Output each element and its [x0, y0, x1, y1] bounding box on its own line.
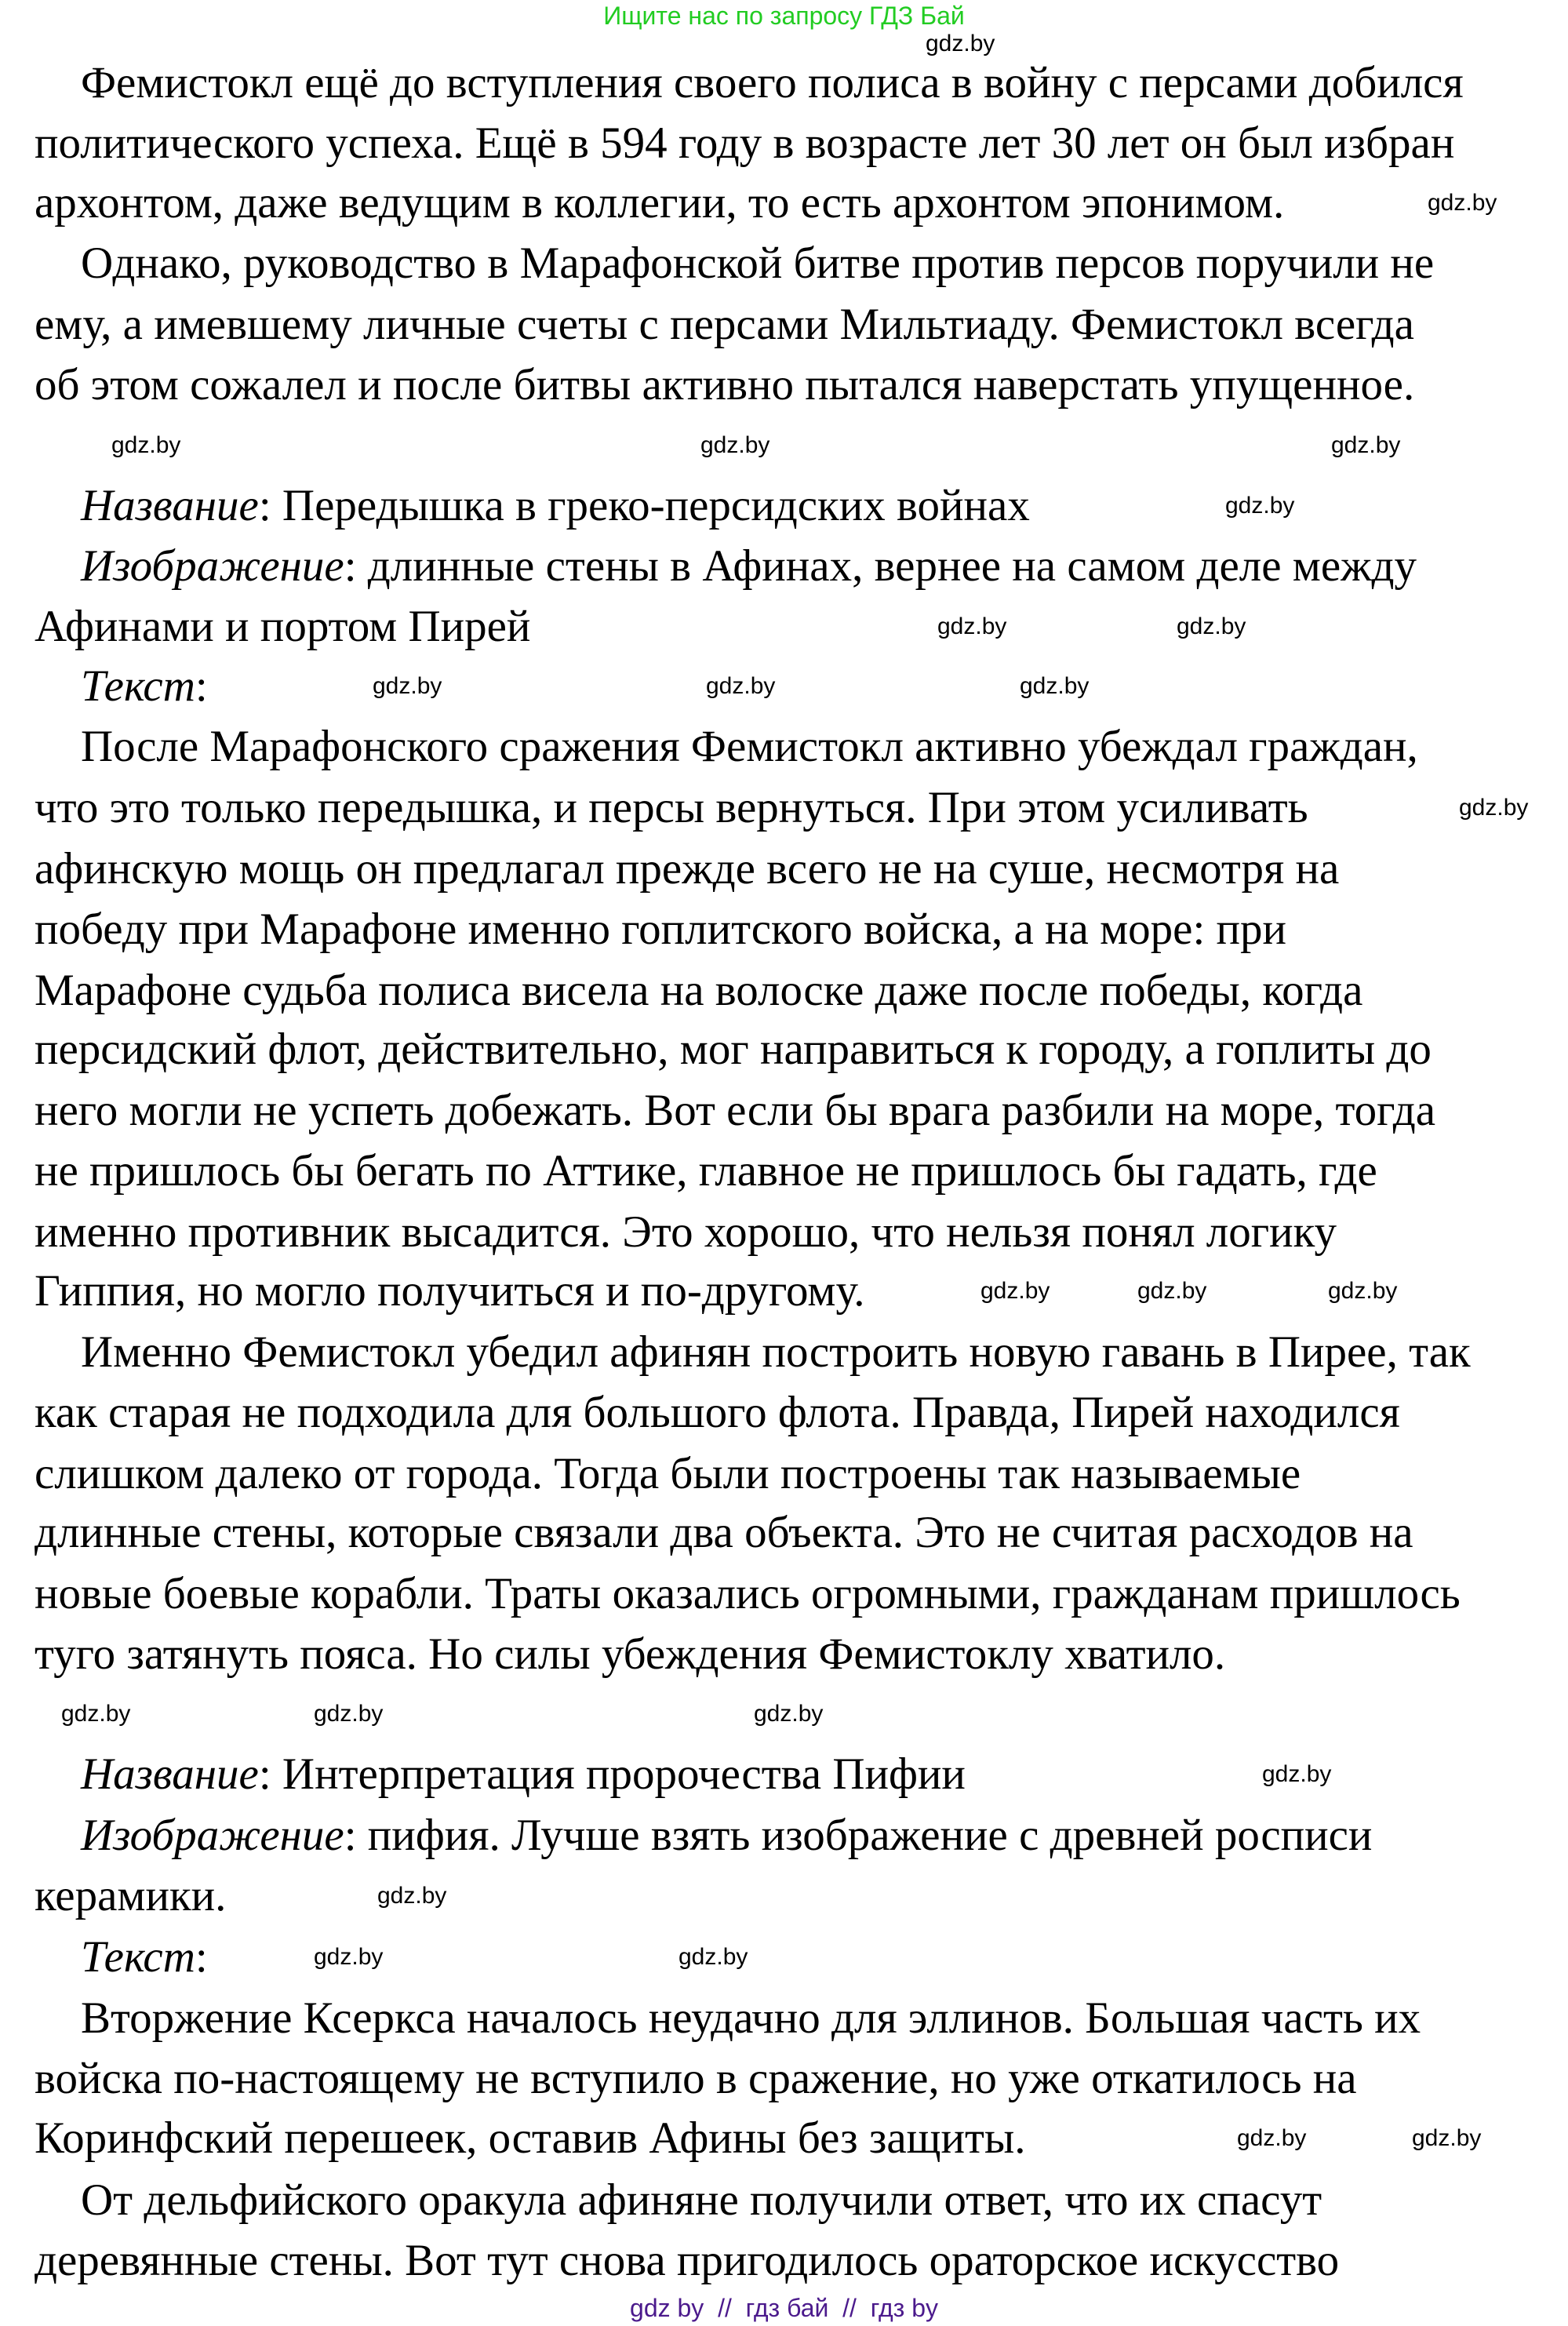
line-text: Афинами и портом Пирей	[35, 602, 531, 651]
line-text: афинскую мощь он предлагал прежде всего не на суше, несмотря на	[35, 844, 1340, 894]
text-line	[35, 1567, 1461, 1622]
watermark: gdz.by	[1177, 613, 1246, 639]
watermark: gdz.by	[937, 613, 1007, 639]
field-label: Текст	[81, 1932, 195, 1982]
line-text: После Марафонского сражения Фемистокл активно убеждал граждан,	[81, 722, 1418, 771]
line-text: что это только передышка, и персы вернуться. При этом усиливать	[35, 783, 1308, 832]
watermark: gdz.by	[754, 1701, 824, 1727]
text-line	[35, 1505, 1413, 1560]
watermark: gdz.by	[373, 673, 442, 699]
watermark: gdz.by	[314, 1701, 384, 1727]
line-text: не пришлось бы бегать по Аттике, главное не пришлось бы гадать, где	[35, 1146, 1377, 1196]
line-text: политического успеха. Ещё в 594 году в возрасте лет 30 лет он был избран	[35, 118, 1455, 168]
text-line	[35, 176, 1284, 231]
watermark: gdz.by	[377, 1883, 447, 1909]
labeled-line	[81, 1747, 966, 1802]
watermark: gdz.by	[1328, 1278, 1398, 1304]
line-text: Марафоне судьба полиса висела на волоске даже после победы, когда	[35, 966, 1363, 1015]
watermark: gdz.by	[926, 31, 995, 56]
line-text: керамики.	[35, 1871, 227, 1920]
line-text: новые боевые корабли. Траты оказались огромными, гражданам пришлось	[35, 1569, 1461, 1618]
line-text: слишком далеко от города. Тогда были построены так называемые	[35, 1449, 1301, 1498]
line-text: него могли не успеть добежать. Вот если бы врага разбили на море, тогда	[35, 1086, 1436, 1135]
field-label: Изображение	[81, 541, 344, 591]
text-line	[35, 842, 1339, 897]
text-line	[35, 963, 1362, 1018]
line-text: : пифия. Лучше взять изображение с древней росписи	[344, 1811, 1373, 1860]
text-line	[35, 1627, 1225, 1682]
watermark: gdz.by	[1412, 2125, 1482, 2151]
text-line	[81, 719, 1418, 774]
field-label: Название	[81, 1749, 259, 1799]
line-text: длинные стены, которые связали два объекта. Это не считая расходов на	[35, 1508, 1413, 1557]
text-line	[35, 358, 1414, 413]
watermark: gdz.by	[706, 673, 776, 699]
line-text: Однако, руководство в Марафонской битве против персов поручили не	[81, 238, 1435, 288]
text-line	[35, 297, 1414, 352]
text-line	[35, 1385, 1400, 1440]
line-text: об этом сожалел и после битвы активно пытался наверстать упущенное.	[35, 360, 1415, 410]
line-text: персидский флот, действительно, мог направиться к городу, а гоплиты до	[35, 1025, 1432, 1074]
line-text: : Передышка в греко-персидских войнах	[258, 481, 1030, 530]
text-line	[35, 781, 1308, 835]
line-text: победу при Марафоне именно гоплитского войска, а на море: при	[35, 905, 1287, 954]
line-text: ему, а имевшему личные счеты с персами Мильтиаду. Фемистокл всегда	[35, 300, 1414, 349]
line-text: Коринфский перешеек, оставив Афины без защиты.	[35, 2113, 1026, 2163]
watermark: gdz.by	[980, 1278, 1050, 1304]
text-line	[35, 2051, 1357, 2106]
line-text: Именно Фемистокл убедил афинян построить новую гавань в Пирее, так	[81, 1327, 1471, 1377]
watermark: gdz.by	[1262, 1761, 1332, 1787]
footer-watermark: gdz by // гдз бай // гдз by	[630, 2294, 938, 2322]
text-line	[35, 1447, 1301, 1502]
text-line	[35, 2111, 1026, 2166]
search-hint-banner: Ищите нас по запросу ГДЗ Бай	[603, 2, 965, 30]
text-line	[81, 236, 1434, 291]
labeled-line	[81, 1808, 1372, 1863]
watermark: gdz.by	[61, 1701, 131, 1727]
text-line	[35, 116, 1454, 171]
text-line	[35, 1205, 1337, 1260]
text-line	[81, 56, 1464, 111]
field-label: Изображение	[81, 1811, 344, 1860]
watermark: gdz.by	[1225, 493, 1295, 519]
watermark: gdz.by	[1459, 795, 1529, 821]
labeled-line	[81, 659, 208, 714]
line-text: :	[195, 661, 208, 711]
text-line	[35, 2233, 1339, 2288]
text-line	[35, 1144, 1377, 1199]
text-line	[81, 1991, 1421, 2046]
text-line	[35, 1083, 1435, 1138]
text-line	[81, 1325, 1471, 1380]
watermark: gdz.by	[1237, 2125, 1307, 2151]
field-label: Название	[81, 481, 259, 530]
field-label: Текст	[81, 661, 195, 711]
watermark: gdz.by	[314, 1944, 384, 1970]
labeled-line	[81, 1930, 208, 1985]
text-line	[35, 902, 1286, 957]
text-line	[35, 1022, 1432, 1077]
labeled-line	[81, 539, 1417, 594]
line-text: войска по-настоящему не вступило в сражение, но уже откатилось на	[35, 2054, 1357, 2103]
watermark: gdz.by	[1020, 673, 1090, 699]
text-line	[35, 1264, 865, 1319]
labeled-line	[81, 479, 1030, 533]
watermark: gdz.by	[678, 1944, 748, 1970]
line-text: : длинные стены в Афинах, вернее на самом деле между	[344, 541, 1417, 591]
watermark: gdz.by	[111, 432, 181, 458]
line-text: Фемистокл ещё до вступления своего полиса в войну с персами добился	[81, 58, 1464, 107]
line-text: именно противник высадится. Это хорошо, что нельзя понял логику	[35, 1207, 1337, 1257]
line-text: архонтом, даже ведущим в коллегии, то есть архонтом эпонимом.	[35, 178, 1285, 228]
watermark: gdz.by	[700, 432, 770, 458]
line-text: : Интерпретация пророчества Пифии	[258, 1749, 966, 1799]
text-line	[35, 599, 530, 654]
watermark: gdz.by	[1331, 432, 1401, 458]
line-text: Вторжение Ксеркса началось неудачно для эллинов. Большая часть их	[81, 1993, 1421, 2043]
text-line	[35, 1869, 226, 1924]
line-text: Гиппия, но могло получиться и по-другому.	[35, 1266, 865, 1316]
line-text: туго затянуть пояса. Но силы убеждения Фемистоклу хватило.	[35, 1629, 1226, 1679]
line-text: От дельфийского оракула афиняне получили ответ, что их спасут	[81, 2175, 1322, 2225]
line-text: :	[195, 1932, 208, 1982]
line-text: как старая не подходила для большого флота. Правда, Пирей находился	[35, 1388, 1400, 1437]
text-line	[81, 2173, 1322, 2228]
watermark: gdz.by	[1428, 190, 1497, 216]
watermark: gdz.by	[1137, 1278, 1207, 1304]
line-text: деревянные стены. Вот тут снова пригодилось ораторское искусство	[35, 2236, 1340, 2285]
